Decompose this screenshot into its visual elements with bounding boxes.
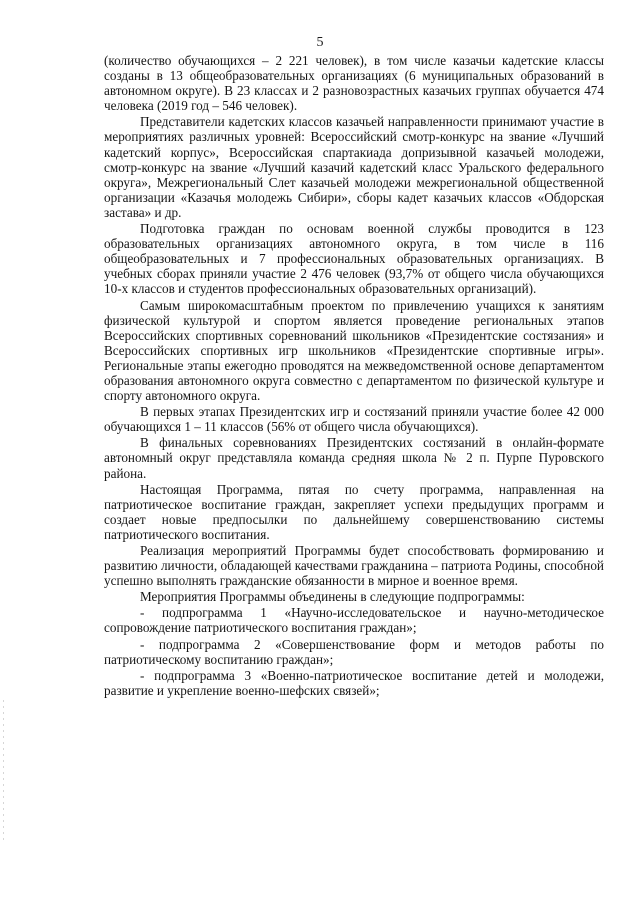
paragraph-6: В финальных соревнованиях Президентских состязаний в онлайн-формате автономный округ представляла команда средняя школа № 2 п. Пурпе Пуровского района.: [104, 435, 604, 481]
paragraph-5: В первых этапах Президентских игр и состязаний приняли участие более 42 000 обучающихся 1 – 11 классов (56% от общего числа обучающихся).: [104, 404, 604, 435]
scan-edge-mark: [3, 700, 4, 840]
paragraph-1: (количество обучающихся – 2 221 человек), в том числе казачьи кадетские классы созданы в 13 общеобразовательных организациях (6 муниципальных образований в автономном округе). В 23 классах и 2 разновозрастных казачьих группах обучается 474 человека (2019 год – 546 человек).: [104, 53, 604, 114]
paragraph-2: Представители кадетских классов казачьей направленности принимают участие в мероприятиях различных уровней: Всероссийский смотр-конкурс на звание «Лучший кадетский корпус», Всероссийская спартакиада допризывной казачьей молодежи, смотр-конкурс на звание «Лучший казачий кадетский класс Уральского федерального округа», Межрегиональный Слет казачьей молодежи межрегиональной общественной организации «Казачья молодежь Сибири», сборы кадет казачьих классов «Обдорская застава» и др.: [104, 114, 604, 220]
page-number: 5: [316, 35, 324, 50]
subprogram-item-1: - подпрограмма 1 «Научно-исследовательское и научно-методическое сопровождение патриотического воспитания граждан»;: [104, 605, 604, 636]
paragraph-8: Реализация мероприятий Программы будет способствовать формированию и развитию личности, обладающей качествами гражданина – патриота Родины, способной успешно выполнять гражданские обязанности в мирное и военное время.: [104, 543, 604, 589]
document-body: [104, 53, 604, 699]
paragraph-4: Самым широкомасштабным проектом по привлечению учащихся к занятиям физической культурой и спортом является проведение региональных этапов Всероссийских спортивных соревнований школьников «Президентские состязания» и Всероссийских спортивных игр школьников «Президентские спортивные игры». Региональные этапы ежегодно проводятся на межведомственной основе департаментом образования автономного округа совместно с департаментом по физической культуре и спорту автономного округа.: [104, 297, 604, 404]
subprogram-item-2: - подпрограмма 2 «Совершенствование форм и методов работы по патриотическому воспитанию граждан»;: [104, 636, 604, 667]
subprogram-item-3: - подпрограмма 3 «Военно-патриотическое воспитание детей и молодежи, развитие и укрепление военно-шефских связей»;: [104, 667, 604, 698]
paragraph-7: Настоящая Программа, пятая по счету программа, направленная на патриотическое воспитание граждан, закрепляет успехи предыдущих программ и создает новые предпосылки по дальнейшему совершенствованию системы патриотического воспитания.: [104, 481, 604, 542]
paragraph-9: Мероприятия Программы объединены в следующие подпрограммы:: [140, 589, 525, 605]
paragraph-3: Подготовка граждан по основам военной службы проводится в 123 образовательных организациях автономного округа, в том числе в 116 общеобразовательных и 7 профессиональных образовательных организациях. В учебных сборах приняли участие 2 476 человек (93,7% от общего числа обучающихся 10-х классов и студентов профессиональных образовательных организаций).: [104, 221, 604, 297]
